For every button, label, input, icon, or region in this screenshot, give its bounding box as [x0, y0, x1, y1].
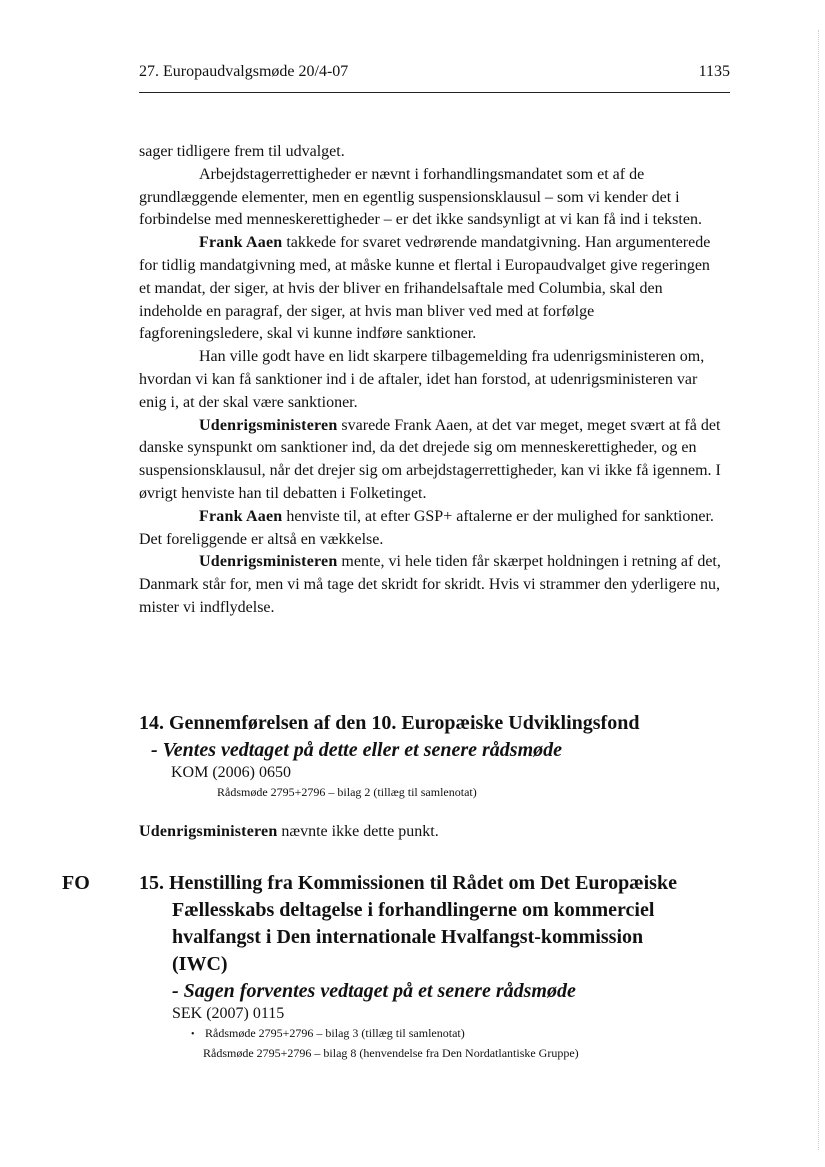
- body-text: [139, 141, 722, 620]
- item-title: 15. Henstilling fra Kommissionen til Rådet om Det Europæiske: [139, 872, 677, 894]
- item-reference: KOM (2006) 0650: [171, 764, 291, 781]
- item-attachment: Rådsmøde 2795+2796 – bilag 8 (henvendelse fra Den Nordatlantiske Gruppe): [203, 1046, 579, 1060]
- attachment-text: Rådsmøde 2795+2796 – bilag 3 (tillæg til samlenotat): [205, 1026, 465, 1040]
- paragraph: [139, 232, 722, 346]
- agenda-item-14: [139, 710, 739, 801]
- item-subtitle: - Sagen forventes vedtaget på et senere rådsmøde: [172, 980, 576, 1002]
- page-number: 1135: [698, 63, 730, 80]
- paragraph-text: mente, vi hele tiden får skærpet holdningen i retning af det, Danmark står for, men vi må tage det skridt for skridt. Hvis vi strammer den yderligere nu, mister vi indflydelse.: [139, 553, 721, 616]
- paragraph: [139, 506, 722, 552]
- margin-label: FO: [62, 872, 90, 894]
- scan-edge: [817, 30, 819, 1150]
- paragraph: sager tidligere frem til udvalget.: [139, 143, 345, 160]
- speaker-name: Udenrigsministeren: [139, 823, 278, 840]
- item-title-continuation: hvalfangst i Den internationale Hvalfangst-kommission: [172, 926, 644, 948]
- note-text: nævnte ikke dette punkt.: [277, 823, 439, 840]
- paragraph-text: henviste til, at efter GSP+ aftalerne er der mulighed for sanktioner. Det foreliggende er altså en vækkelse.: [139, 507, 714, 548]
- paragraph: Han ville godt have en lidt skarpere tilbagemelding fra udenrigsministeren om, hvordan vi kan få sanktioner ind i de aftaler, idet han forstod, at udenrigsministeren var enig i, at der skal være sanktioner.: [139, 348, 705, 411]
- paragraph: [139, 415, 722, 506]
- item-title: 14. Gennemførelsen af den 10. Europæiske Udviklingsfond: [139, 712, 640, 734]
- item-attachment: Rådsmøde 2795+2796 – bilag 2 (tillæg til samlenotat): [217, 785, 477, 799]
- paragraph: [139, 551, 722, 619]
- agenda-item-15: [139, 870, 739, 1062]
- bullet-icon: •: [191, 1029, 195, 1040]
- item-title-continuation: Fællesskabs deltagelse i forhandlingerne om kommerciel: [172, 899, 655, 921]
- paragraph-text: svarede Frank Aaen, at det var meget, meget svært at få det danske synspunkt om sanktioner ind, da det drejede sig om menneskerettigheder, og en suspensionsklausul, når det drejer sig om arbejdstagerrettigheder, kan vi ikke få igennem. I øvrigt henviste han til debatten i Folketinget.: [139, 416, 721, 502]
- paragraph: Arbejdstagerrettigheder er nævnt i forhandlingsmandatet som et af de grundlæggende elementer, men en egentlig suspensionsklausul – som vi kender det i forbindelse med menneskerettigheder – er det ikke sandsynligt at vi kan få ind i teksten.: [139, 165, 702, 229]
- item-subtitle: - Ventes vedtaget på dette eller et senere rådsmøde: [151, 739, 563, 761]
- speaker-name: Udenrigsministeren: [199, 416, 338, 434]
- header-title: 27. Europaudvalgsmøde 20/4-07: [139, 63, 349, 80]
- speaker-name: Frank Aaen: [199, 234, 283, 252]
- speaker-name: Frank Aaen: [199, 507, 283, 525]
- item-reference: SEK (2007) 0115: [172, 1005, 285, 1022]
- item-attachment: [191, 1024, 739, 1044]
- header-divider: [139, 92, 730, 93]
- speaker-name: Udenrigsministeren: [199, 553, 338, 571]
- paragraph-text: takkede for svaret vedrørende mandatgivning. Han argumenterede for tidlig mandatgivning med, at måske kunne et flertal i Europaudvalget give regeringen et mandat, der siger, at hvis der bliver en frihandelsaftale med Columbia, skal den indeholde en paragraf, der siger, at hvis man bliver ved med at forfølge fagforeningsledere, skal vi kunne indføre sanktioner.: [139, 234, 711, 343]
- item-14-note: [139, 821, 722, 843]
- item-title-continuation: (IWC): [172, 953, 228, 975]
